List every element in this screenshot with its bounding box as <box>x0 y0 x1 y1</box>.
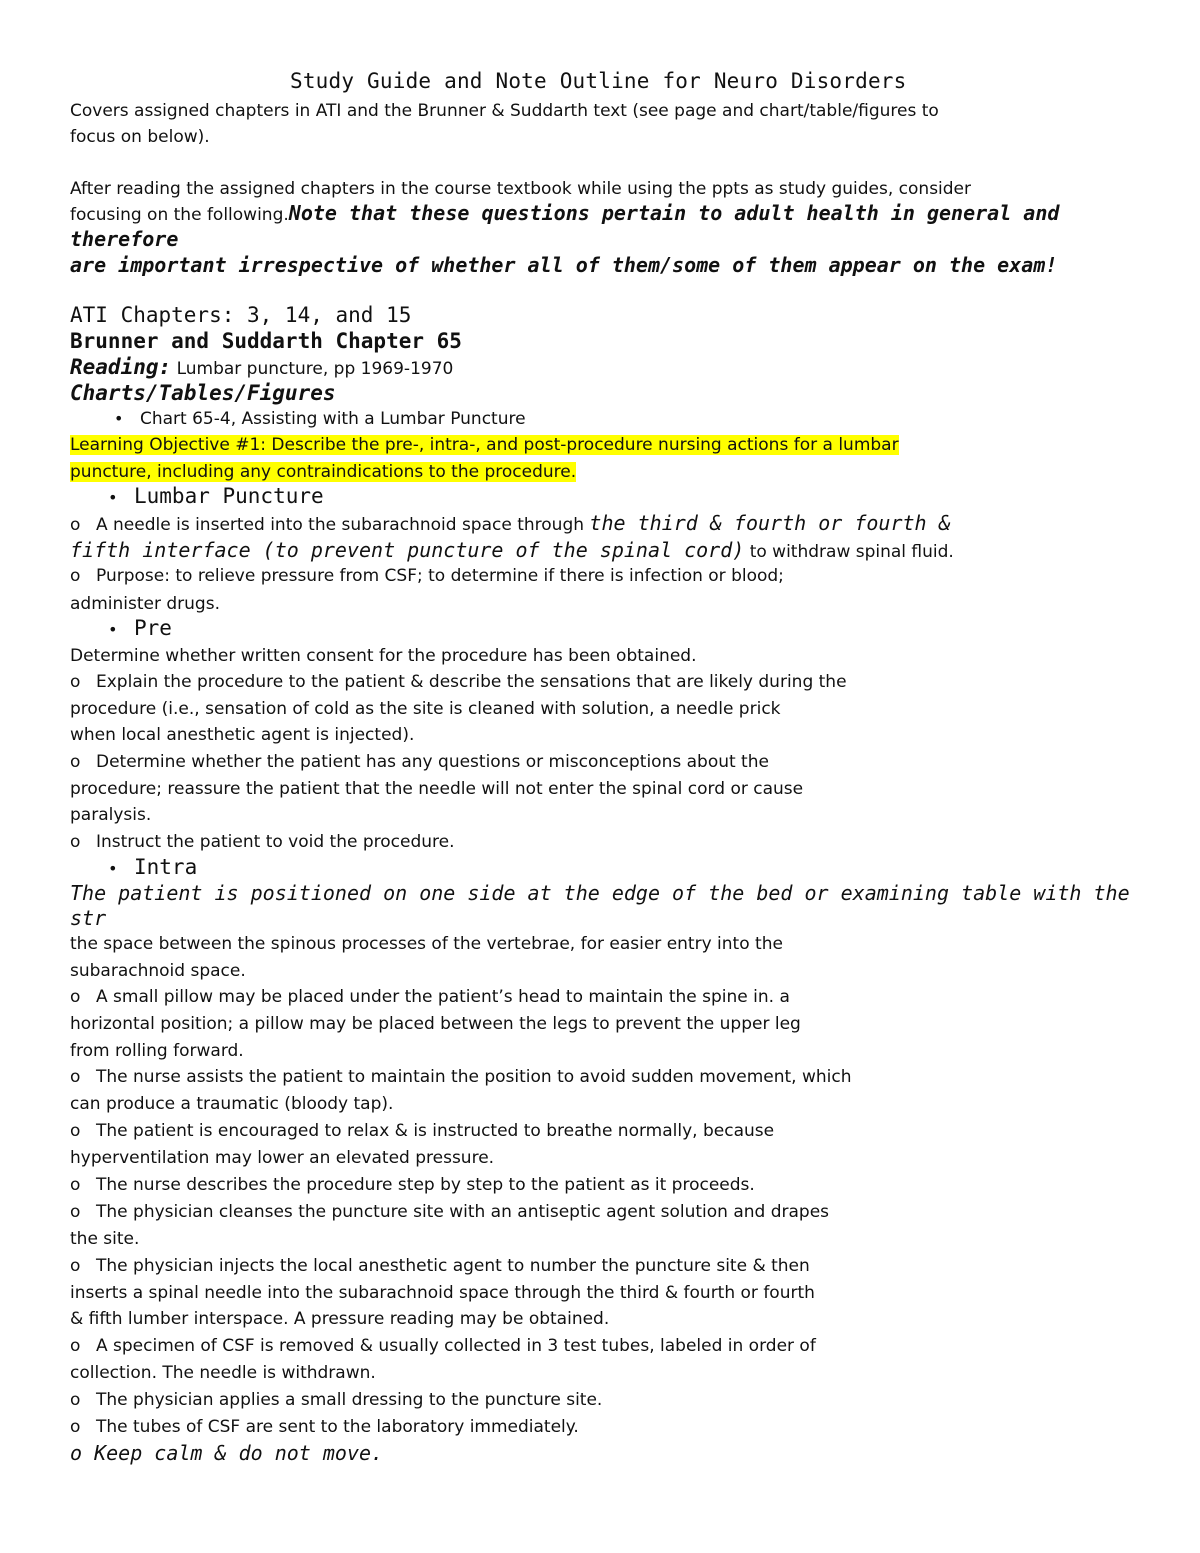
intra-line-4: subarachnoid space. <box>70 961 246 981</box>
chart-list-item <box>114 408 526 430</box>
intra-line-15 <box>70 1255 810 1277</box>
intra-line-12 <box>70 1174 755 1196</box>
objective-line-1 <box>70 434 899 456</box>
lumbar-line-2-italic: fifth interface (to prevent puncture of the spinal cord) <box>70 538 745 562</box>
intra-line-13-text: The physician cleanses the puncture site with an antiseptic agent solution and drapes <box>96 1202 830 1222</box>
intra-line-3: the space between the spinous processes of the vertebrae, for easier entry into the <box>70 934 783 954</box>
sub-marker: o <box>70 987 81 1007</box>
sub-marker: o <box>70 752 81 772</box>
intro-line-6: are important irrespective of whether all of them/some of them appear on the exam! <box>70 253 1058 277</box>
lumbar-line-3 <box>70 565 784 587</box>
lumbar-puncture-heading <box>108 485 324 509</box>
intra-line-5-text: A small pillow may be placed under the patient’s head to maintain the spine in. a <box>96 987 790 1007</box>
intra-line-13 <box>70 1201 829 1223</box>
ati-chapters-heading: ATI Chapters: 3, 14, and 15 <box>70 303 412 327</box>
intra-line-2: str <box>70 906 107 930</box>
pre-line-5 <box>70 751 769 773</box>
intra-line-10-text: The patient is encouraged to relax & is instructed to breathe normally, because <box>96 1121 775 1141</box>
intra-line-20-text: The physician applies a small dressing to the puncture site. <box>96 1390 603 1410</box>
sub-marker: o <box>70 515 81 535</box>
sub-marker: o <box>70 1067 81 1087</box>
bullet-icon: • <box>108 859 118 878</box>
brunner-chapter-heading: Brunner and Suddarth Chapter 65 <box>70 329 462 353</box>
pre-line-2 <box>70 671 847 693</box>
intra-heading-text: Intra <box>134 855 198 879</box>
intro-line-1: Covers assigned chapters in ATI and the Brunner & Suddarth text (see page and chart/table/figures to <box>70 101 939 121</box>
lumbar-heading-text: Lumbar Puncture <box>134 484 324 508</box>
intra-line-7: from rolling forward. <box>70 1041 244 1061</box>
intra-line-14: the site. <box>70 1229 140 1249</box>
intro-line-4 <box>70 202 1059 226</box>
sub-marker: o <box>70 1417 81 1437</box>
intra-line-11: hyperventilation may lower an elevated pressure. <box>70 1148 495 1168</box>
intra-line-6: horizontal position; a pillow may be placed between the legs to prevent the upper leg <box>70 1014 801 1034</box>
reading-text: Lumbar puncture, pp 1969-1970 <box>176 359 454 379</box>
intra-line-9: can produce a traumatic (bloody tap). <box>70 1094 394 1114</box>
pre-line-2-text: Explain the procedure to the patient & describe the sensations that are likely during the <box>96 672 847 692</box>
intra-line-10 <box>70 1120 774 1142</box>
pre-line-3: procedure (i.e., sensation of cold as the site is cleaned with solution, a needle prick <box>70 699 781 719</box>
intra-line-12-text: The nurse describes the procedure step by step to the patient as it proceeds. <box>96 1175 755 1195</box>
pre-heading <box>108 617 172 641</box>
intra-line-21-text: The tubes of CSF are sent to the laboratory immediately. <box>96 1417 579 1437</box>
bullet-icon: • <box>114 409 124 428</box>
intro-line-4-plain: focusing on the following. <box>70 205 289 225</box>
pre-heading-text: Pre <box>134 616 172 640</box>
charts-heading: Charts/Tables/Figures <box>70 381 336 405</box>
intra-line-22: o Keep calm & do not move. <box>70 1441 384 1465</box>
lumbar-line-2-plain: to withdraw spinal fluid. <box>749 542 954 562</box>
pre-line-7: paralysis. <box>70 805 152 825</box>
sub-marker: o <box>70 1336 81 1356</box>
pre-line-4: when local anesthetic agent is injected). <box>70 725 415 745</box>
sub-marker: o <box>70 566 81 586</box>
sub-marker: o <box>70 1121 81 1141</box>
objective-highlight-2: puncture, including any contraindications to the procedure. <box>70 462 577 482</box>
intra-line-18-text: A specimen of CSF is removed & usually collected in 3 test tubes, labeled in order of <box>96 1336 816 1356</box>
intra-line-16: inserts a spinal needle into the subarachnoid space through the third & fourth or fourth <box>70 1283 815 1303</box>
intra-line-15-text: The physician injects the local anesthetic agent to number the puncture site & then <box>96 1256 810 1276</box>
intro-line-5: therefore <box>70 227 179 251</box>
sub-marker: o <box>70 672 81 692</box>
bullet-icon: • <box>108 488 118 507</box>
lumbar-line-4: administer drugs. <box>70 594 220 614</box>
intra-heading <box>108 856 197 880</box>
pre-line-5-text: Determine whether the patient has any questions or misconceptions about the <box>96 752 769 772</box>
lumbar-line-1-plain: A needle is inserted into the subarachnoid space through <box>96 515 585 535</box>
lumbar-line-2 <box>70 539 954 563</box>
intra-line-5 <box>70 986 790 1008</box>
sub-marker: o <box>70 1202 81 1222</box>
pre-line-8 <box>70 831 455 853</box>
sub-marker: o <box>70 1175 81 1195</box>
lumbar-line-1-italic: the third & fourth or fourth & <box>589 511 951 535</box>
intra-line-20 <box>70 1389 602 1411</box>
chart-item-text: Chart 65-4, Assisting with a Lumbar Puncture <box>140 409 526 429</box>
intra-line-1: The patient is positioned on one side at the edge of the bed or examining table with the <box>70 881 1130 905</box>
intra-line-17: & fifth lumber interspace. A pressure reading may be obtained. <box>70 1309 610 1329</box>
intro-line-3: After reading the assigned chapters in the course textbook while using the ppts as study guides, consider <box>70 179 972 199</box>
intro-emphasis: Note that these questions pertain to adult health in general and <box>288 201 1060 225</box>
bullet-icon: • <box>108 620 118 639</box>
reading-label: Reading: <box>70 355 172 379</box>
sub-marker: o <box>70 832 81 852</box>
intra-line-21 <box>70 1416 579 1438</box>
page-title: Study Guide and Note Outline for Neuro Disorders <box>290 69 907 93</box>
intra-line-18 <box>70 1335 816 1357</box>
intra-line-8-text: The nurse assists the patient to maintain the position to avoid sudden movement, which <box>96 1067 852 1087</box>
pre-line-1: Determine whether written consent for the procedure has been obtained. <box>70 646 697 666</box>
lumbar-line-3-text: Purpose: to relieve pressure from CSF; to determine if there is infection or blood; <box>96 566 784 586</box>
objective-highlight-1: Learning Objective #1: Describe the pre-, intra-, and post-procedure nursing actions for a lumbar <box>70 435 899 455</box>
intra-line-8 <box>70 1066 851 1088</box>
sub-marker: o <box>70 1256 81 1276</box>
reading-line <box>70 356 453 380</box>
pre-line-6: procedure; reassure the patient that the needle will not enter the spinal cord or cause <box>70 779 804 799</box>
lumbar-line-1 <box>70 512 951 536</box>
sub-marker: o <box>70 1390 81 1410</box>
intra-line-19: collection. The needle is withdrawn. <box>70 1363 376 1383</box>
pre-line-8-text: Instruct the patient to void the procedure. <box>96 832 455 852</box>
objective-line-2 <box>70 461 576 483</box>
intro-line-2: focus on below). <box>70 127 210 147</box>
